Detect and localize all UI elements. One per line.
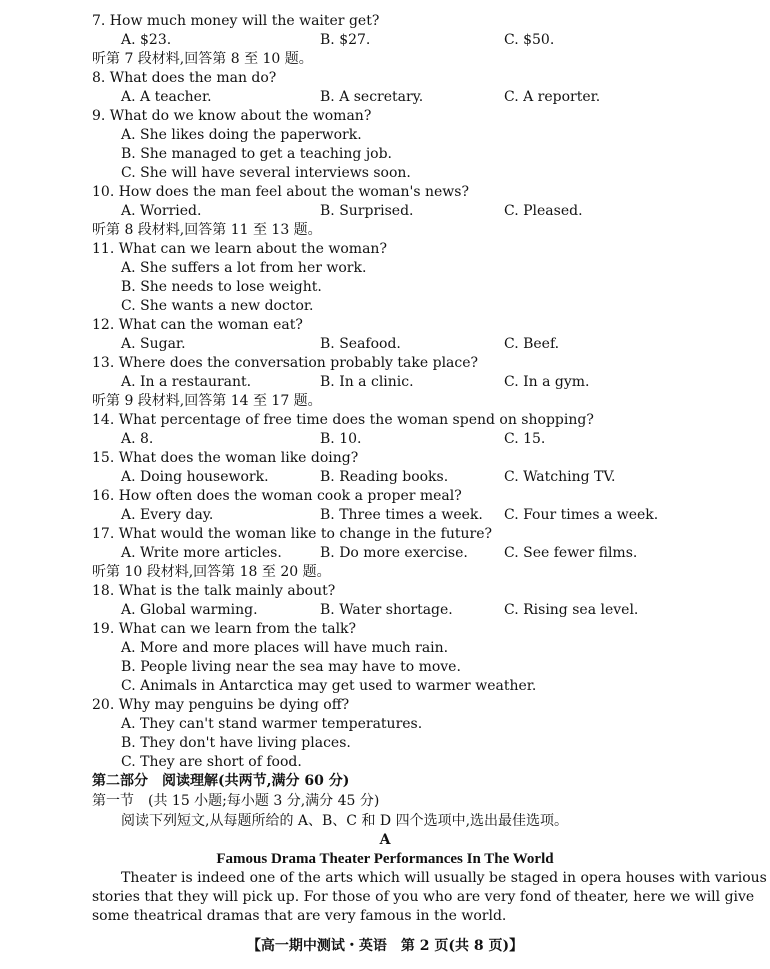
option-b: B. People living near the sea may have to move. [121, 659, 461, 675]
option-c: C. They are short of food. [121, 754, 302, 770]
option-a: A. Doing housework. [121, 469, 269, 485]
reading-instruction: 阅读下列短文,从每题所给的 A、B、C 和 D 四个选项中,选出最佳选项。 [121, 813, 569, 829]
passage-line: Theater is indeed one of the arts which will usually be staged in opera houses with various [121, 870, 767, 886]
option-a: A. Every day. [121, 507, 214, 523]
option-b: B. Do more exercise. [320, 545, 468, 561]
question-15: 15. What does the woman like doing? [92, 450, 359, 466]
option-c: C. See fewer films. [504, 545, 638, 561]
option-c: C. Rising sea level. [504, 602, 639, 618]
option-b: B. Reading books. [320, 469, 449, 485]
passage-letter: A [379, 832, 391, 848]
section-instruction: 听第 9 段材料,回答第 14 至 17 题。 [92, 393, 322, 409]
option-a: A. They can't stand warmer temperatures. [121, 716, 423, 732]
option-b: B. Three times a week. [320, 507, 483, 523]
section-heading: 第一节 (共 15 小题;每小题 3 分,满分 45 分) [92, 793, 380, 809]
options-row [0, 506, 770, 525]
options-row [0, 468, 770, 487]
option-a: A. $23. [121, 32, 172, 48]
option-b: B. They don't have living places. [121, 735, 351, 751]
question-20: 20. Why may penguins be dying off? [92, 697, 350, 713]
option-b: B. She needs to lose weight. [121, 279, 322, 295]
section-instruction: 听第 8 段材料,回答第 11 至 13 题。 [92, 222, 322, 238]
option-a: A. A teacher. [121, 89, 212, 105]
option-a: A. More and more places will have much rain. [121, 640, 449, 656]
passage-line: stories that they will pick up. For those of you who are very fond of theater, here we will give [92, 889, 755, 905]
question-17: 17. What would the woman like to change in the future? [92, 526, 492, 542]
options-row [0, 88, 770, 107]
question-13: 13. Where does the conversation probably take place? [92, 355, 479, 371]
question-19: 19. What can we learn from the talk? [92, 621, 357, 637]
option-c: C. 15. [504, 431, 546, 447]
question-14: 14. What percentage of free time does the woman spend on shopping? [92, 412, 594, 428]
options-row [0, 373, 770, 392]
options-row [0, 31, 770, 50]
option-c: C. $50. [504, 32, 555, 48]
option-a: A. In a restaurant. [121, 374, 252, 390]
option-a: A. 8. [121, 431, 154, 447]
option-b: B. In a clinic. [320, 374, 414, 390]
question-16: 16. How often does the woman cook a proper meal? [92, 488, 462, 504]
question-18: 18. What is the talk mainly about? [92, 583, 336, 599]
option-b: B. Seafood. [320, 336, 401, 352]
option-b: B. Surprised. [320, 203, 414, 219]
section-instruction: 听第 10 段材料,回答第 18 至 20 题。 [92, 564, 331, 580]
option-c: C. A reporter. [504, 89, 601, 105]
question-9: 9. What do we know about the woman? [92, 108, 372, 124]
options-row [0, 430, 770, 449]
options-row [0, 544, 770, 563]
option-a: A. Worried. [121, 203, 202, 219]
question-8: 8. What does the man do? [92, 70, 277, 86]
passage-line: some theatrical dramas that are very famous in the world. [92, 908, 507, 924]
question-12: 12. What can the woman eat? [92, 317, 303, 333]
option-b: B. A secretary. [320, 89, 424, 105]
option-a: A. She likes doing the paperwork. [121, 127, 362, 143]
option-c: C. In a gym. [504, 374, 590, 390]
options-row [0, 601, 770, 620]
option-c: C. She wants a new doctor. [121, 298, 314, 314]
option-b: B. She managed to get a teaching job. [121, 146, 393, 162]
passage-title: Famous Drama Theater Performances In The World [216, 851, 554, 867]
question-10: 10. How does the man feel about the woman's news? [92, 184, 469, 200]
page-footer: 【高一期中测试・英语 第 2 页(共 8 页)】 [246, 938, 524, 954]
option-c: C. Pleased. [504, 203, 583, 219]
option-c: C. She will have several interviews soon. [121, 165, 411, 181]
option-a: A. Sugar. [121, 336, 186, 352]
option-c: C. Beef. [504, 336, 560, 352]
option-c: C. Animals in Antarctica may get used to warmer weather. [121, 678, 537, 694]
question-7: 7. How much money will the waiter get? [92, 13, 380, 29]
option-c: C. Four times a week. [504, 507, 659, 523]
option-a: A. She suffers a lot from her work. [121, 260, 367, 276]
options-row [0, 202, 770, 221]
part-heading: 第二部分 阅读理解(共两节,满分 60 分) [92, 773, 350, 789]
option-b: B. Water shortage. [320, 602, 453, 618]
option-a: A. Global warming. [121, 602, 258, 618]
options-row [0, 335, 770, 354]
option-b: B. $27. [320, 32, 371, 48]
section-instruction: 听第 7 段材料,回答第 8 至 10 题。 [92, 51, 313, 67]
option-b: B. 10. [320, 431, 362, 447]
option-c: C. Watching TV. [504, 469, 616, 485]
question-11: 11. What can we learn about the woman? [92, 241, 387, 257]
option-a: A. Write more articles. [121, 545, 282, 561]
